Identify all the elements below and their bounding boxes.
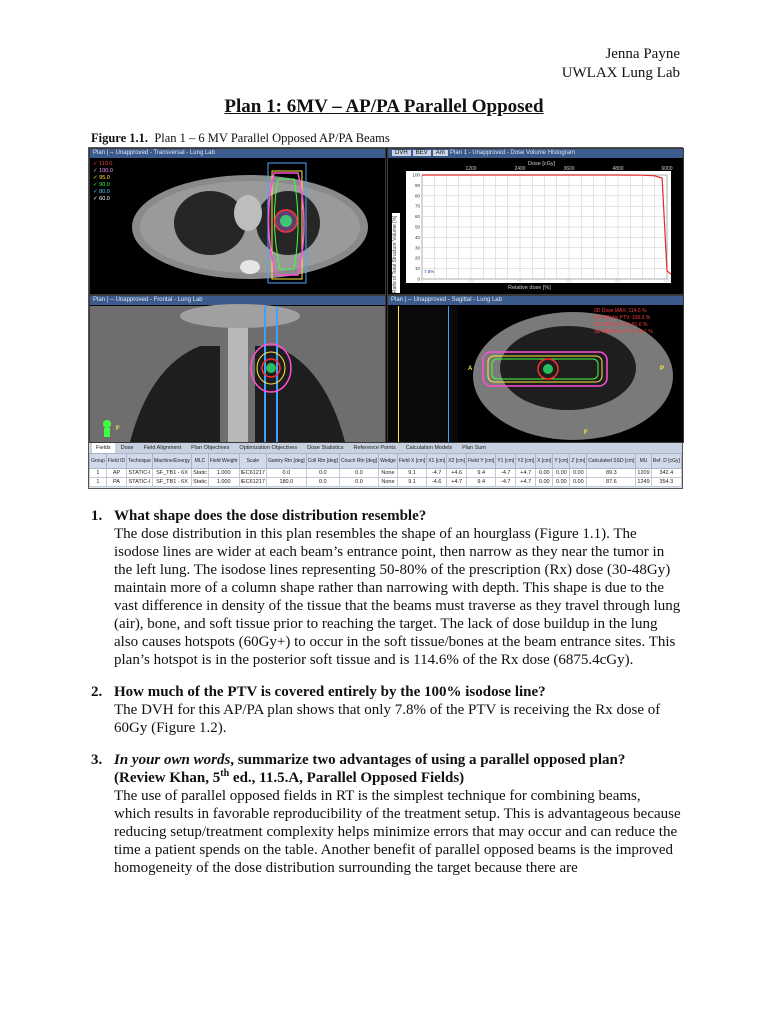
ptv-mean-line: 3D MEAN for PTV: 99.1 %: [594, 329, 653, 335]
dvh-y-tick-label: 10: [414, 266, 420, 272]
dvh-y-tick-label: 60: [414, 214, 420, 220]
posterior-label: P: [660, 366, 665, 372]
table-cell: 0.00: [570, 478, 587, 487]
dvh-x-tick-label: 20: [468, 278, 474, 284]
table-cell: Static: [193, 479, 207, 485]
author-header: [562, 45, 680, 83]
tab-dvh[interactable]: DVH: [392, 150, 411, 156]
dvh-chart-area: [406, 171, 671, 283]
figure-label: Figure 1.1.: [91, 131, 149, 145]
plan-tab-fields[interactable]: Fields: [92, 443, 115, 453]
column-header[interactable]: Calculated SSD [cm]: [587, 454, 636, 469]
question-title: In your own words, summarize two advantages of using a parallel opposed plan?: [114, 752, 626, 768]
column-header[interactable]: Field ID: [106, 454, 126, 469]
dvh-y-tick-label: 50: [414, 224, 420, 230]
plan-table-tabs: [89, 443, 682, 453]
frontal-view-title: Plan | -- Unapproved - Frontal - Lung Lab: [90, 296, 385, 305]
isodose-60: ✓ 60.0: [93, 196, 110, 202]
transverse-ct-image: [90, 149, 385, 294]
table-cell: 180.0: [266, 478, 306, 487]
column-header[interactable]: Field X [cm]: [397, 454, 426, 469]
isodose-95: ✓ 95.0: [93, 175, 110, 181]
table-cell: 0.0: [306, 478, 339, 487]
lab-name: UWLAX Lung Lab: [561, 65, 680, 81]
table-cell: 342.4: [651, 469, 681, 478]
plan-tab-plan-objectives[interactable]: Plan Objectives: [191, 445, 230, 451]
table-cell: +4.7: [447, 478, 467, 487]
dvh-x-tick-label: 80: [615, 278, 621, 284]
column-header[interactable]: Wedge: [379, 454, 398, 469]
table-cell: 9.4: [467, 469, 496, 478]
table-cell: STATIC-I: [128, 479, 151, 485]
table-cell: 0.0: [266, 469, 306, 478]
table-cell: 9.1: [397, 478, 426, 487]
sagittal-view-title: Plan | -- Unapproved - Sagittal - Lung Lab: [388, 296, 683, 305]
dvh-top-tick-label: 6000: [661, 166, 673, 172]
table-cell: None: [379, 478, 398, 487]
question-1: [91, 507, 681, 669]
table-cell: AP: [106, 469, 126, 478]
table-cell: 1.000: [208, 478, 239, 487]
table-cell: PA: [106, 478, 126, 487]
dvh-top-tick-label: 3600: [563, 166, 575, 172]
dvh-y-axis-label: Ratio of Total Structure Volume [%]: [392, 213, 400, 293]
table-cell: 0.00: [536, 469, 553, 478]
table-cell: +4.7: [516, 478, 536, 487]
column-header[interactable]: MU: [636, 454, 651, 469]
column-header[interactable]: Scale: [239, 454, 266, 469]
dvh-panel[interactable]: [387, 148, 684, 295]
table-cell: IEC61217: [240, 479, 265, 485]
table-cell: 1.000: [208, 469, 239, 478]
plan-tab-field-alignment[interactable]: Field Alignment: [143, 445, 182, 451]
plan-tab-dose-statistics[interactable]: Dose Statistics: [307, 445, 344, 451]
dvh-x-axis-label: Relative dose [%]: [508, 285, 551, 291]
table-cell: 9.4: [467, 478, 496, 487]
tab-bev[interactable]: BEV: [413, 150, 431, 156]
plan-fields-table: [89, 443, 682, 488]
dvh-x-tick-label: 40: [517, 278, 523, 284]
dvh-title: Plan 1 - Unapproved - Dose Volume Histogram: [388, 149, 683, 158]
treatment-plan-screenshot: [88, 147, 683, 489]
table-cell: -4.7: [496, 478, 516, 487]
table-cell: 9.1: [397, 469, 426, 478]
column-header[interactable]: Coll Rtn [deg]: [306, 454, 339, 469]
column-header[interactable]: Field Weight: [208, 454, 239, 469]
column-header[interactable]: Gantry Rtn [deg]: [266, 454, 306, 469]
dvh-y-tick-label: 0: [417, 276, 420, 282]
table-row[interactable]: [90, 469, 682, 478]
plan-tab-calculation-models[interactable]: Calculation Models: [405, 445, 453, 451]
table-cell: -4.7: [496, 469, 516, 478]
plan-tab-reference-points[interactable]: Reference Points: [353, 445, 396, 451]
question-answer: The DVH for this AP/PA plan shows that only 7.8% of the PTV is receiving the Rx dose of 60Gy (Figure 1.2).: [114, 702, 661, 736]
isodose-100: ✓ 100.0: [93, 168, 113, 174]
table-cell: 87.6: [587, 478, 636, 487]
column-header[interactable]: X1 [cm]: [427, 454, 447, 469]
table-cell: 0.00: [570, 469, 587, 478]
frontal-foot-label: F: [116, 426, 120, 432]
question-title: How much of the PTV is covered entirely by the 100% isodose line?: [114, 684, 546, 700]
column-header[interactable]: Ref. D [cGy]: [651, 454, 681, 469]
question-title: What shape does the dose distribution resemble?: [114, 508, 427, 524]
column-header[interactable]: X2 [cm]: [447, 454, 467, 469]
dvh-tabs: [392, 150, 450, 156]
table-cell: STATIC-I: [128, 470, 151, 476]
isodose-110: ✓ 110.0: [93, 161, 113, 167]
table-cell: -4.6: [427, 478, 447, 487]
question-number: 2.: [91, 684, 103, 700]
table-cell: Static: [193, 470, 207, 476]
table-cell: SF_TB1 - 6X: [152, 478, 191, 487]
column-header[interactable]: Z [cm]: [570, 454, 587, 469]
column-header[interactable]: Machine/Energy: [152, 454, 191, 469]
frontal-ct-image: [90, 296, 385, 442]
dvh-y-tick-label: 100: [412, 172, 420, 178]
fields-grid: [89, 453, 682, 487]
dvh-y-tick-label: 20: [414, 255, 420, 261]
table-row[interactable]: [90, 478, 682, 487]
table-cell: 0.00: [553, 478, 570, 487]
plan-tab-optimization-objectives[interactable]: Optimization Objectives: [239, 445, 298, 451]
ptv-min-line: 3D MIN for PTV: 100.3 %: [594, 315, 651, 321]
isodose-80: ✓ 80.0: [93, 189, 110, 195]
dvh-x-tick-label: 60: [566, 278, 572, 284]
table-cell: +4.6: [447, 469, 467, 478]
table-cell: -4.7: [427, 469, 447, 478]
question-title-reference: (Review Khan, 5th ed., 11.5.A, Parallel Opposed Fields): [114, 768, 465, 786]
dvh-top-tick-label: 4800: [612, 166, 624, 172]
dvh-y-tick-label: 40: [414, 234, 420, 240]
transverse-view-panel[interactable]: [89, 148, 386, 295]
question-number: 3.: [91, 752, 103, 768]
figure-caption-text: Plan 1 – 6 MV Parallel Opposed AP/PA Beams: [154, 131, 390, 145]
table-cell: +4.7: [516, 469, 536, 478]
table-cell: 0.00: [536, 478, 553, 487]
column-header[interactable]: X [cm]: [536, 454, 553, 469]
isodose-90: ✓ 90.0: [93, 182, 110, 188]
dose-statistics-readout: [594, 308, 653, 336]
figure-caption: [91, 131, 390, 146]
table-cell: 1209: [637, 470, 650, 476]
dvh-x-tick-label: 100: [662, 278, 672, 284]
column-header[interactable]: Group: [90, 454, 107, 469]
table-cell: 89.3: [587, 469, 636, 478]
question-2: [91, 683, 681, 737]
table-cell: 0.0: [306, 469, 339, 478]
plan-tab-plan-sum[interactable]: Plan Sum: [462, 445, 487, 451]
plan-tab-dose[interactable]: Dose: [120, 445, 134, 451]
question-answer: The dose distribution in this plan resembles the shape of an hourglass (Figure 1.1). The isodose lines are wider at each beam’s entrance point, then narrow as they near the tumor in the left lung. The isodose lines representing 50-80% of the prescription (Rx) dose (30-48Gy) maintain more of a column shape rather than narrowing with depth. This shape is due to the vast difference in density of the tissue that the beams must traverse as they travel through lung (air), bone, and soft tissue prior to reaching the target. The lack of dose buildup in the lung also causes hotspots (60Gy+) to occur in the soft tissue/bones at the beam entrance sites. This plan’s hotspot is in the posterior soft tissue and is 114.6% of the Rx dose (6875.4cGy).: [114, 526, 681, 668]
tab-am[interactable]: Am: [433, 150, 448, 156]
sagittal-view-panel[interactable]: [387, 295, 684, 443]
dvh-top-tick-label: 1200: [465, 166, 477, 172]
dvh-readout-label: 7.8%: [424, 268, 435, 274]
sagittal-foot-label: F: [584, 430, 588, 436]
table-cell: None: [379, 469, 398, 478]
column-header[interactable]: MLC: [192, 454, 209, 469]
table-cell: 1249: [637, 479, 650, 485]
table-cell: 1: [90, 478, 107, 487]
table-cell: 0.0: [339, 478, 378, 487]
column-header[interactable]: Y2 [cm]: [516, 454, 536, 469]
column-header[interactable]: Y1 [cm]: [496, 454, 516, 469]
question-number: 1.: [91, 508, 103, 524]
table-cell: 0.0: [339, 469, 378, 478]
frontal-view-panel[interactable]: [89, 295, 386, 443]
table-cell: 0.00: [553, 469, 570, 478]
ptv-min-line-2: 3D MIN for PTV: 81.6 %: [594, 322, 648, 328]
author-name: Jenna Payne: [605, 46, 680, 62]
column-header[interactable]: Y [cm]: [553, 454, 570, 469]
column-header[interactable]: Technique: [127, 454, 153, 469]
dose-max-line: 3D Dose MAX: 114.6 %: [594, 308, 647, 314]
dvh-chart: [406, 171, 671, 283]
dvh-top-tick-label: 2400: [514, 166, 526, 172]
dvh-y-tick-label: 90: [414, 182, 420, 188]
column-header[interactable]: Couch Rtn [deg]: [339, 454, 378, 469]
column-header[interactable]: Field Y [cm]: [467, 454, 496, 469]
question-3: [91, 751, 681, 877]
transverse-view-title: Plan | -- Unapproved - Transversal - Lung Lab: [90, 149, 385, 158]
dvh-y-tick-label: 30: [414, 245, 420, 251]
question-answer: The use of parallel opposed fields in RT is the simplest technique for combining beams, which results in favorable reproducibility of the treatment setup. This is advantageous because reducing setup/treatment complexity helps minimize errors that may occur and can reduce the time a patient spends on the table. Another benefit of parallel opposed beams is the improved homogeneity of the dose distribution surrounding the target because there are: [114, 788, 681, 876]
anterior-label: A: [468, 366, 473, 372]
table-cell: 354.3: [651, 478, 681, 487]
questions-section: [91, 507, 681, 891]
dvh-x-tick-label: 0: [420, 278, 424, 284]
table-cell: SF_TB1 - 6X: [152, 469, 191, 478]
dvh-y-tick-label: 70: [414, 203, 420, 209]
table-cell: 1: [90, 469, 107, 478]
table-cell: IEC61217: [240, 470, 265, 476]
dvh-y-tick-label: 80: [414, 193, 420, 199]
dvh-top-axis-label: Dose [cGy]: [528, 161, 556, 167]
page-title: Plan 1: 6MV – AP/PA Parallel Opposed: [224, 96, 544, 117]
